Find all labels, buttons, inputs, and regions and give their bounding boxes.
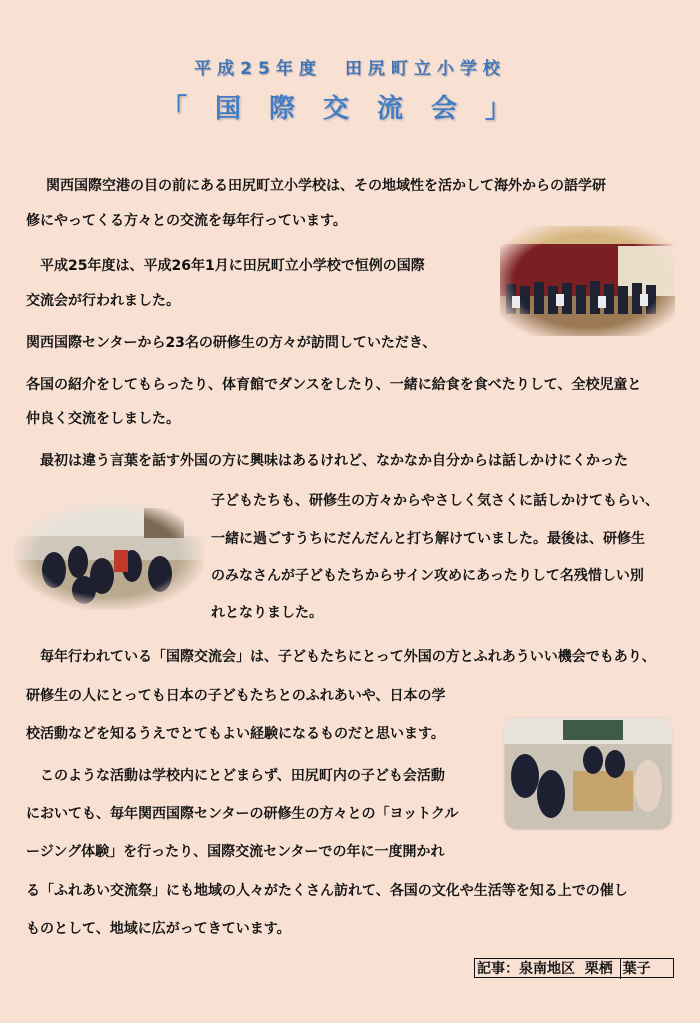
- event-title-heading: 「国際交流会」: [160, 94, 539, 124]
- article-line: る「ふれあい交流祭」にも地域の人々がたくさん訪れて、各国の文化や生活等を知る上での催し: [26, 883, 628, 899]
- article-line: 平成25年度は、平成26年1月に田尻町立小学校で恒例の国際: [40, 258, 425, 274]
- article-line: 修にやってくる方々との交流を毎年行っています。: [26, 213, 347, 229]
- article-line: においても、毎年関西国際センターの研修生の方々との「ヨットクル: [26, 806, 459, 822]
- article-line: 関西国際センターから23名の研修生の方々が訪問していただき、: [26, 335, 437, 351]
- article-line: 子どもたちも、研修生の方々からやさしく気さくに話しかけてもらい、: [211, 493, 659, 509]
- article-line: 交流会が行われました。: [26, 293, 180, 309]
- article-line: このような活動は学校内にとどまらず、田尻町内の子ども会活動: [40, 768, 445, 784]
- article-line: のみなさんが子どもたちからサイン攻めにあったりして名残惜しい別: [211, 568, 644, 584]
- byline-divider: [620, 959, 621, 979]
- article-byline: [474, 958, 674, 978]
- classroom-circle-photo: [14, 500, 204, 610]
- article-line: ージング体験」を行ったり、国際交流センターでの年に一度開かれ: [26, 844, 445, 860]
- article-line: れとなりました。: [211, 605, 323, 621]
- article-line: 研修生の人にとっても日本の子どもたちとのふれあいや、日本の学: [26, 688, 446, 704]
- school-year-heading: 平成25年度 田尻町立小学校: [194, 59, 506, 79]
- byline-label: 記事：: [477, 961, 519, 977]
- byline-surname: 栗栖: [584, 961, 613, 977]
- article-line: 最初は違う言葉を話す外国の方に興味はあるけれど、なかなか自分からは話しかけにくかった: [40, 453, 628, 469]
- article-line: 各国の紹介をしてもらったり、体育館でダンスをしたり、一緒に給食を食べたりして、全校児童と: [26, 377, 642, 393]
- article-line: 関西国際空港の目の前にある田尻町立小学校は、その地域性を活かして海外からの語学研: [46, 178, 606, 194]
- school-lunch-photo: [503, 716, 673, 831]
- byline-given-name: 葉子: [622, 961, 651, 977]
- article-line: 校活動などを知るうえでとてもよい経験になるものだと思います。: [26, 726, 445, 742]
- article-line: ものとして、地域に広がってきています。: [26, 921, 291, 937]
- gym-dance-photo: [500, 226, 675, 336]
- byline-area: 泉南地区: [519, 961, 575, 977]
- article-line: 仲良く交流をしました。: [26, 411, 180, 427]
- article-line: 毎年行われている「国際交流会」は、子どもたちにとって外国の方とふれあういい機会でもあり、: [40, 649, 656, 665]
- article-line: 一緒に過ごすうちにだんだんと打ち解けていました。最後は、研修生: [211, 531, 645, 547]
